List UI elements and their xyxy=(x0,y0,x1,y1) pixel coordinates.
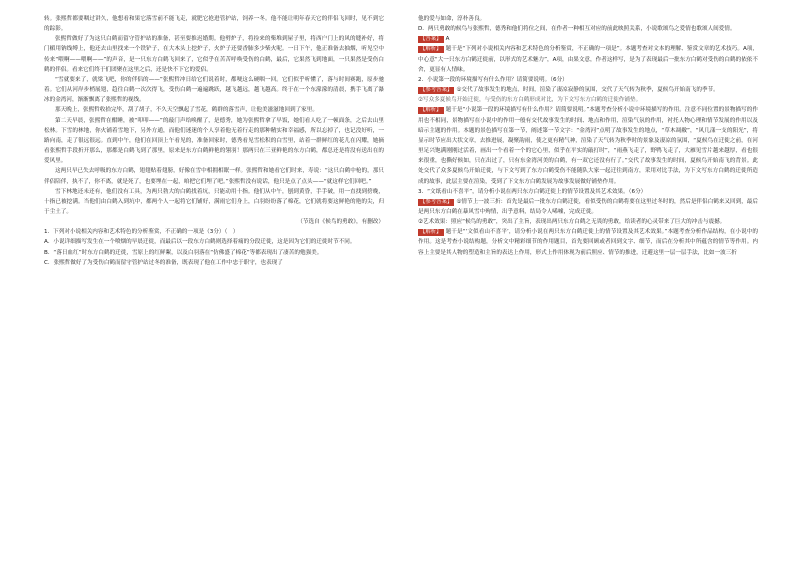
analysis-3 xyxy=(418,227,758,257)
reference-answer-3-sub: ②艺术效果：照应“候鸟的勇敢”，突出了主旨，表现出两只东方白鹤之无畏的勇敢，给读者的心灵带来了巨大的冲击与震撼。 xyxy=(418,219,726,226)
reference-text: ①交代了故事发生的地点，时间，渲染了凄凉寂静的氛围，交代了天气转为秋季，夏候鸟开始南飞的季节。 xyxy=(456,87,719,94)
analysis-text: 题干是“‘文似看山不喜平’，请分析小说在两只东方白鹤迁徙上的情节设置及其艺术效果。”本题考查分析作品结构，在小说中的作用。这是考查小说结构题，分析文中精彩细节的作用题目，首先要回顾或者回到文字、细节，而后在分析其中所蕴含的情节等作用。内容上主要是其人物的塑造和主旨的表达上作用，形式上作用体现为前后照应、情节的推进，迁避这里一层一层手法，比如一波三折 xyxy=(418,229,758,256)
reference-answer-3 xyxy=(418,197,758,217)
option-c: C．张熙哲做好了为受伤白鹤而留守管护站过冬的准备，既表现了他在工作中忠于职守，也表现了 xyxy=(44,259,283,266)
analysis-tag: 【解析】 xyxy=(420,229,442,236)
analysis-2 xyxy=(418,105,758,186)
option-d: D．两只勇敢的候鸟与张熙哲，德秀和他们将位之间，在作者一种相互对应的前此映照关系，小说歌颂鸟之爱情也歌颂人间爱情。 xyxy=(418,26,736,33)
question-1: 1．下列对小说相关内容和艺术特色的分析鉴赏，不正确的一项是（3分）（ ） xyxy=(44,229,239,236)
text-paragraph: 这两只早已失去呼吸的东方白鹤，翅翅贴着翅膀，好像在雪中相拥相眠一样。张熙哲和她看它们时来，寿说：“这只白鹤中枪的，那只伴侣陪伴，执不了，你不离，就是死了，也要埋在一起，咱把它们埋了吧。”张熙哲没有说话，他只是点了点头——“就这样它们回吧。” xyxy=(44,168,384,185)
answer-1 xyxy=(418,34,758,44)
reference-text: ①情节上一波三折：首先是最后一批东方白鹤迁徙，看似受伤的白鹤将要在这里过冬时的，然后是伴侣白鹤来又回到，最后是两只东方白鹤在暴风雪中殉情，出乎意料，结局令人唏嘘，完成迁徙。 xyxy=(418,198,758,215)
reference-answer-2 xyxy=(418,85,758,95)
text-paragraph: 雪下林地还未还有，他们没有工具，为两只勃大的白鹤找着坑，只能动用十指。他们从中午，刨到黄昏，手手破，用一直找到傍晚，十指已被挖满。当他们由白鹤入到坑中，都两个人一起将它们铺好，满雨它们身上，白羽纷纷落了棉花，它们就将要这鲜艳的艳的尖，归于尘土了。 xyxy=(44,188,384,215)
reference-tag: 【参考答案】 xyxy=(420,198,453,205)
analysis-text: 题干是“小说第一段的环境描写有什么作用？请简要说明。”本题考查分析小说中环境描写的作用。注意不同位置的景物描写的作用也不相同，景物描写在小说中的作用一般有交代故事发生的时间、地点和作用，渲染气氛的作用，衬托人物心理和情节发展的作用以及暗示主题的作用。本题的景色描写在第一节，阐述第一节文字：“金湾河”点明了故事发生的地点，“草木凋敝”，“风几漾一支的阳光”，将显示时节应出大状文章，去推进展，凝聚韵雨，使之更有精气神，渲染了天气转为秋季时的景象及凄凉的氛围，“夏候鸟在迁徙之前，在河里足兴饱满刚刚过活着，画出一个看着一个的它心里，似乎在平实的敲打时”，“雨燕飞走了，野鸭飞走了，大雁见雪片越来越厚，看也很来很重，也撕好候如，只在出过了，只有东金湾河美的白鹤，有一双它还没有行了。”交代了故事发生的时间，夏候鸟开始南飞的背景。此处交代了众多夏候鸟开始迁徙，与下文写到了东方白鹤受伤不能随队大家一起迁往到南方，采用对比手法，为下文写东方白鹤的迁徙所造成的故事，此层主要在渲染，受到了下文东方白鹤发展为故事发展做好铺垫作用。 xyxy=(418,107,758,185)
reference-tag: 【参考答案】 xyxy=(420,87,453,94)
text-paragraph: 那天晚上，张熙哲收拾完毕，刮了胡子，不久天空飘起了雪花，鹤群的落雪声，让他美滋滋地回到了家里。 xyxy=(55,107,318,114)
analysis-tag: 【解析】 xyxy=(420,107,442,114)
question-2: 2．小说第一段的环境描写有什么作用？请简要说明。（6分） xyxy=(418,76,568,83)
question-3: 3．“文纸看山不喜平”，请分析小说在两只东方白鹤迁徙上的情节设置及其艺术效果。（6分） xyxy=(418,188,647,195)
text-paragraph: 第二天早晨，张熙哲在酣睡，被“叩叩——”的敲门声给唤醒了，是德秀，她为张熙哲拿了早饭，她们看人吃了一顿面条，之后去山里松林。下雪的林地，你火铺着雪地下，另外方通，而他们迷迷的个人享着他无着行走的那种精实和幸福感，所以忘掉了，也记没好听，一路向南，走了很远很远。直到中午，他们在回顶上午看见的，准备回家时，德秀看见雪松积的白雪里，站着一群鲜红的花儿在闪耀，她摘看张熙哲手段折开那么，那都是白鹤飞到了那里，原来是东方白鹤鲜艳的翎羽！那两只在三亚鲜艳的东方白鹤，都总还是将没有送出在的爱风里。 xyxy=(44,117,384,165)
analysis-1 xyxy=(418,44,758,74)
text-paragraph: “雪就要来了，就梁飞吧，你的伴侣的——”张熙哲冲日给它们说着时，都哽这么硬咽一回。它们似乎听懂了，落与时间赛跑，原步驰着。它们从河岸步梢展翅，趋往白鹤一次次得飞，受伤白鹤一遍遍跳跃，越飞越远，越飞越高。终于在一个东濛濛的清晨，携手飞离了瀑冰的金湾河，渐渐飘离了张熙哲的视线。 xyxy=(44,76,384,104)
analysis-text: 题干是“下列对小说相关内容和艺术特色的分析鉴赏，不正确的一项是”。本题考查对文本的理解、鉴赏文章的艺术技巧。A项，中心意“大一只东方白鹤迁徙前，以形式的艺术魅力”，A项，由果文意，作者这样写，是为了表现最后一批东方白鹤对受伤的白鹤的依依不舍，更显有人情味。 xyxy=(418,46,758,73)
reference-answer-2-sub: ②写众多夏候鸟开始迁徙，与受伤的东方白鹤形成对比，为下文写东方白鹤的迁徙作铺垫。 xyxy=(418,97,642,104)
left-column xyxy=(44,14,384,268)
text-paragraph: 转。张熙哲都要咽过讲久，他想看和果它落雪前不能飞走，就肥它抢进管护站，饲养一冬。他不能让明年春天它的伴侣飞回时，见不到它的踪影。 xyxy=(44,16,384,33)
answer-tag: 【答案】 xyxy=(420,36,442,43)
answer-text: A xyxy=(445,36,450,43)
source-note: （节选自《候鸟的勇敢》，有删改） xyxy=(297,219,384,226)
text-paragraph: 张熙哲做好了为这只白鹤而留守管护站的准备，甚至要推迟婚期。他劈炉子，将捡来的柴堆到屋子里，将西户门上的风的缝补好，将门楣用钠线缚上，他还去山里找来一个铁铲子，在大木头上挖炉子，火炉子还要香肺多少柴火呢。一日下午，他正准备去抽烟，听见空中传来“喂啊——喂啊——”的声音，是一只东方白鹤飞回来了，它似乎在苦苦呼唤受伤的白鹤，最后，它果然飞到地面，一只果然是受伤白鹤的伴侣。看来它们终于们团聚在这里之后，还是快不下它的爱侣。 xyxy=(44,36,384,73)
text-paragraph: 他的爱与如命，淳朴善良。 xyxy=(418,16,486,22)
option-a: A．小说详细描写发生在一个喷烟的早晨迁徙，而最后以一段东方白鹤则选择着痛的分段迁徙，这是因为它们的迁徙时节不同。 xyxy=(44,239,356,246)
analysis-tag: 【解析】 xyxy=(420,46,442,53)
option-b: B．“落日血红”时东方白鹤的迁徙，雪原上的红鲜絮，以及白羽落在“仿佛盛了棉花”等都表现出了凄苦的勉强美。 xyxy=(44,249,323,256)
right-column xyxy=(418,14,758,258)
